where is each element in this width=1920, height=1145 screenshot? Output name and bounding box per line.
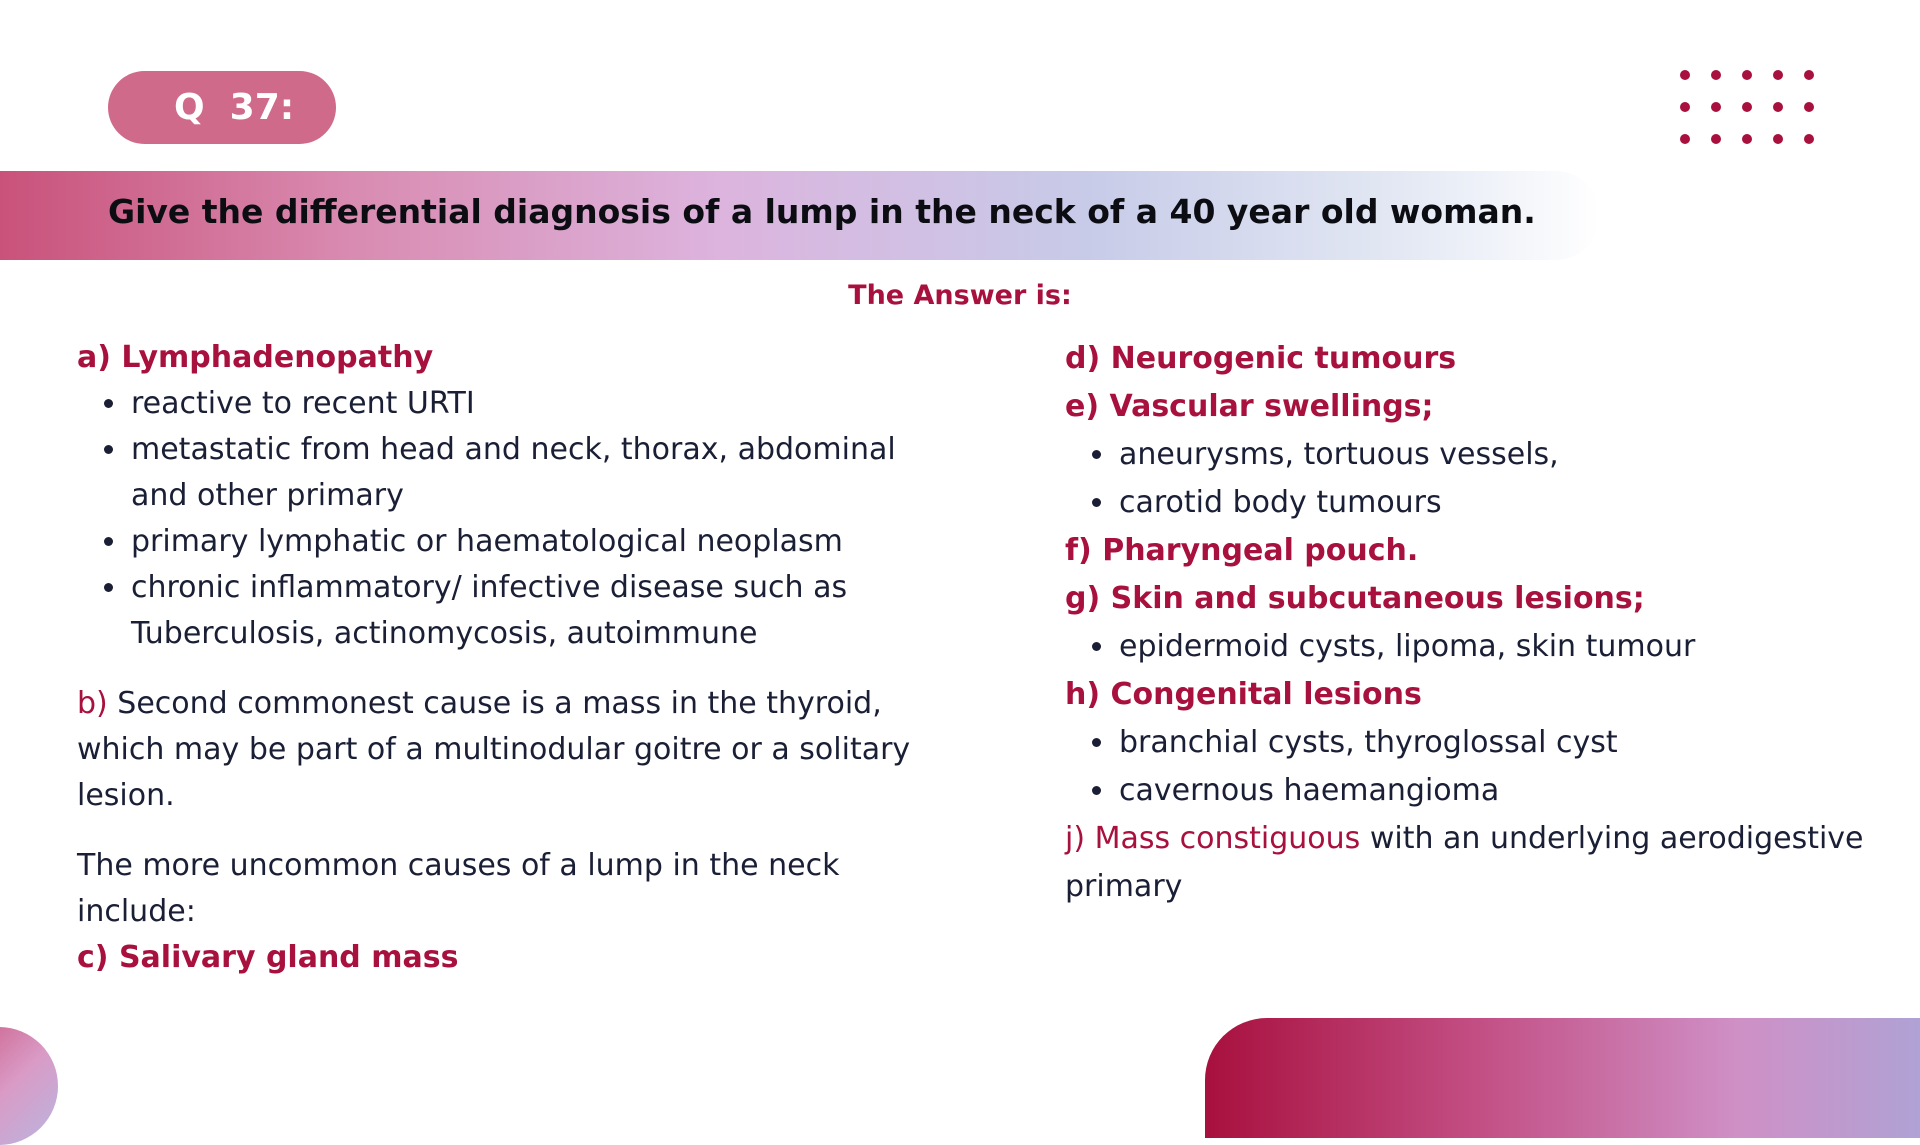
item-j-paragraph [1065,815,1865,911]
item-b-label: b) [77,686,108,721]
decorative-dot [1804,70,1814,80]
list-item: • chronic inflammatory/ infective disease such as Tuberculosis, actinomycosis, autoimmune [129,565,957,657]
item-c-heading: c) Salivary gland mass [77,940,459,975]
item-j-text: with an underlying aerodigestive primary [1065,821,1864,904]
decorative-dot [1680,102,1690,112]
decorative-dot [1680,70,1690,80]
decorative-dot [1804,134,1814,144]
item-e-heading: e) Vascular swellings; [1065,389,1434,424]
list-item: • metastatic from head and neck, thorax, abdominal and other primary [129,427,957,519]
decorative-gradient-circle [0,1027,58,1145]
decorative-dot [1773,102,1783,112]
item-g-list [1065,623,1865,671]
item-a-heading: a) Lymphadenopathy [77,340,434,375]
list-item: • primary lymphatic or haematological neoplasm [129,519,957,565]
list-item: • reactive to recent URTI [129,381,957,427]
item-a-list [77,381,957,657]
item-f-heading: f) Pharyngeal pouch. [1065,533,1419,568]
item-b-text: Second commonest cause is a mass in the thyroid, which may be part of a multinodular goitre or a solitary lesion. [77,686,911,813]
item-e-list [1065,431,1865,527]
uncommon-intro: The more uncommon causes of a lump in the neck include: [77,848,840,929]
decorative-gradient-bar [1205,1018,1920,1138]
list-item: • cavernous haemangioma [1117,767,1865,815]
item-b-paragraph [77,681,957,819]
decorative-dot [1711,102,1721,112]
decorative-dot-grid [1680,68,1820,148]
decorative-dot [1742,102,1752,112]
answer-left-column [77,335,957,981]
decorative-dot [1711,134,1721,144]
decorative-dot [1804,102,1814,112]
question-number: Q 37: [174,87,295,128]
decorative-dot [1773,134,1783,144]
decorative-dot [1773,70,1783,80]
question-text: Give the differential diagnosis of a lump in the neck of a 40 year old woman. [108,192,1536,231]
answer-right-column [1065,335,1865,911]
list-item: • carotid body tumours [1117,479,1865,527]
list-item: • aneurysms, tortuous vessels, [1117,431,1865,479]
decorative-dot [1711,70,1721,80]
item-j-accent: j) Mass constiguous [1065,821,1361,856]
decorative-dot [1742,134,1752,144]
decorative-dot [1742,70,1752,80]
item-h-list [1065,719,1865,815]
item-g-heading: g) Skin and subcutaneous lesions; [1065,581,1645,616]
answer-heading: The Answer is: [848,280,1072,311]
decorative-dot [1680,134,1690,144]
item-h-heading: h) Congenital lesions [1065,677,1422,712]
list-item: • epidermoid cysts, lipoma, skin tumour [1117,623,1865,671]
list-item: • branchial cysts, thyroglossal cyst [1117,719,1865,767]
item-d-heading: d) Neurogenic tumours [1065,341,1457,376]
question-number-badge [108,71,336,144]
